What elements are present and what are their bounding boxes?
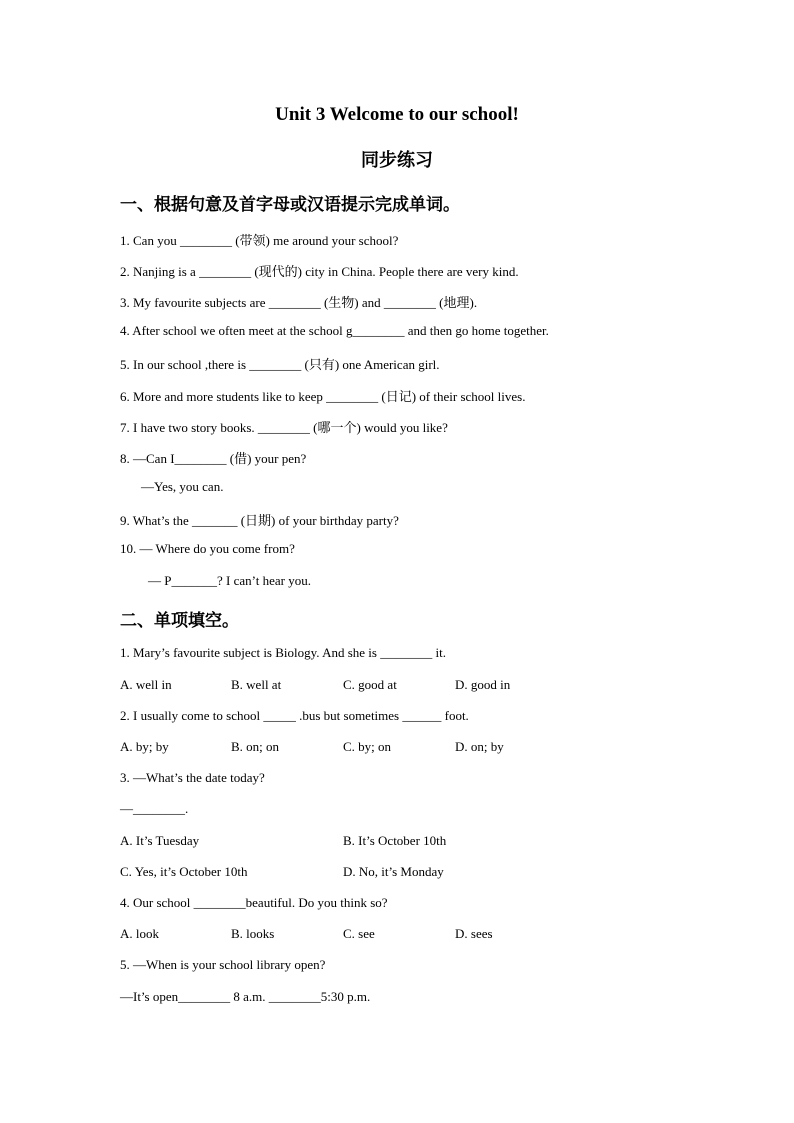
question-stem: 2. I usually come to school _____ .bus but sometimes ______ foot. (120, 708, 469, 723)
exercise-item: 10. — Where do you come from? (120, 541, 295, 556)
exercise-item: 3. My favourite subjects are ________ (生物) and ________ (地理). (120, 295, 478, 310)
option-c: C. by; on (343, 739, 392, 754)
option-d: D. good in (455, 677, 511, 692)
exercise-item-reply: —Yes, you can. (141, 479, 224, 494)
exercise-item: 6. More and more students like to keep ________ (日记) of their school lives. (120, 389, 526, 404)
exercise-item: 8. —Can I________ (借) your pen? (120, 451, 307, 466)
exercise-item: 2. Nanjing is a ________ (现代的) city in China. People there are very kind. (120, 264, 519, 279)
option-b: B. It’s October 10th (343, 833, 447, 848)
exercise-item: 5. In our school ,there is ________ (只有) one American girl. (120, 357, 440, 372)
question-stem: 3. —What’s the date today? (120, 770, 265, 785)
exercise-item-reply: — P_______? I can’t hear you. (148, 573, 311, 588)
question-answer-line: —________. (120, 801, 189, 816)
page-title: Unit 3 Welcome to our school! (275, 104, 519, 125)
exercise-item: 1. Can you ________ (带领) me around your school? (120, 233, 399, 248)
option-a: A. It’s Tuesday (120, 833, 200, 848)
section-1-heading: 一、根据句意及首字母或汉语提示完成单词。 (120, 195, 460, 215)
option-b: B. on; on (231, 739, 280, 754)
exercise-item: 9. What’s the _______ (日期) of your birthday party? (120, 513, 399, 528)
option-a: A. by; by (120, 739, 169, 754)
page-subtitle: 同步练习 (361, 150, 433, 171)
question-stem: 1. Mary’s favourite subject is Biology. And she is ________ it. (120, 645, 446, 660)
question-answer-line: —It’s open________ 8 a.m. ________5:30 p.m. (120, 989, 371, 1004)
option-d: D. sees (455, 926, 493, 941)
option-a: A. well in (120, 677, 172, 692)
option-d: D. on; by (455, 739, 504, 754)
option-d: D. No, it’s Monday (343, 864, 444, 879)
section-2-heading: 二、单项填空。 (120, 611, 239, 631)
option-c: C. see (343, 926, 375, 941)
question-stem: 4. Our school ________beautiful. Do you think so? (120, 895, 388, 910)
option-c: C. Yes, it’s October 10th (120, 864, 248, 879)
exercise-item: 4. After school we often meet at the school g________ and then go home together. (120, 323, 549, 338)
question-stem: 5. —When is your school library open? (120, 957, 326, 972)
option-a: A. look (120, 926, 159, 941)
exercise-item: 7. I have two story books. ________ (哪一个) would you like? (120, 420, 448, 435)
option-b: B. well at (231, 677, 282, 692)
option-c: C. good at (343, 677, 397, 692)
option-b: B. looks (231, 926, 275, 941)
